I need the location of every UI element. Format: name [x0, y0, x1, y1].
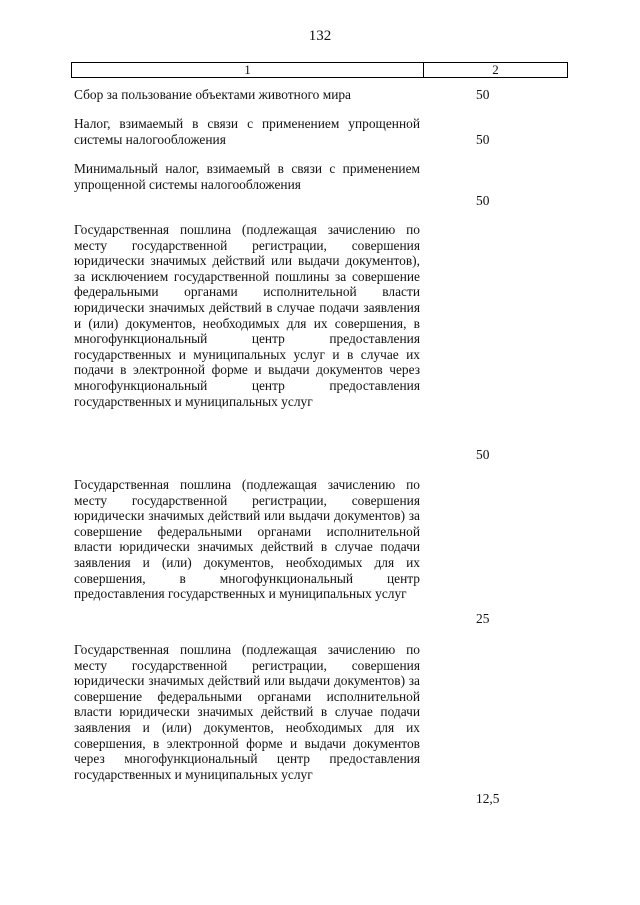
row-value: 50: [476, 193, 490, 208]
row-value: 25: [476, 611, 490, 626]
row-description: Сбор за пользование объектами животного мира: [74, 87, 351, 102]
row-value: 50: [476, 87, 490, 102]
row-value: 50: [476, 447, 490, 462]
column-1-header: 1: [72, 63, 424, 77]
column-2-header: 2: [492, 62, 499, 77]
row-description: Государственная пошлина (подлежащая зачислению по месту государственной регистрации, совершения юридически значимых действий или выдачи документов) за совершение федеральными органами исполнительной власти юридически значимых действий в случае подачи заявления и (или) документов, необходимых для их совершения, в электронной форме и выдачи документов через многофункциональный центр предоставления государственных и муниципальных услуг: [74, 642, 420, 782]
row-description: Налог, взимаемый в связи с применением упрощенной системы налогообложения: [74, 116, 420, 147]
page-number: 132: [308, 28, 332, 44]
row-value: 50: [476, 132, 490, 147]
row-description: Минимальный налог, взимаемый в связи с применением упрощенной системы налогообложения: [74, 161, 420, 192]
row-description: Государственная пошлина (подлежащая зачислению по месту государственной регистрации, совершения юридически значимых действий или выдачи документов) за совершение федеральными органами исполнительной власти юридически значимых действий в случае подачи заявления и (или) документов, необходимых для их совершения, в многофункциональный центр предоставления государственных и муниципальных услуг: [74, 477, 420, 602]
row-value: 12,5: [476, 791, 500, 806]
row-description: Государственная пошлина (подлежащая зачислению по месту государственной регистрации, совершения юридически значимых действий или выдачи документов), за исключением государственной пошлины за совершение федеральными органами исполнительной власти юридически значимых действий в случае подачи заявления и (или) документов, необходимых для их совершения, в многофункциональный центр предоставления государственных и муниципальных услуг и в случае их подачи в электронной форме и выдачи документов через многофункциональный центр предоставления государственных и муниципальных услуг: [74, 222, 420, 409]
table-header: [71, 62, 568, 78]
